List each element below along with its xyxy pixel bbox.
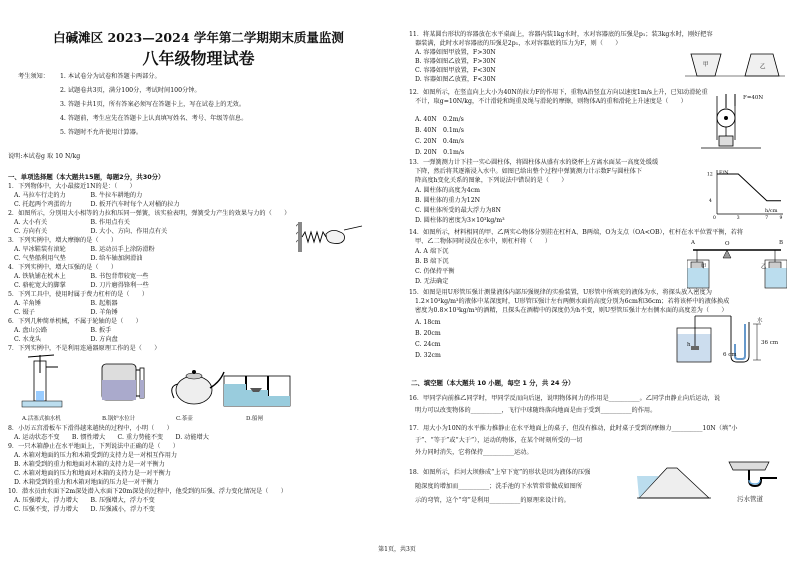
q-option: C. 水龙头 D. 方向盘 bbox=[14, 336, 118, 343]
q-option: C. 镊子 D. 羊角锤 bbox=[14, 309, 118, 316]
right-column bbox=[405, 0, 794, 561]
q-line: 1.2×10³kg/m³的液体中某深度时，U形管压强计左右两侧水面的高度分别为6cm和36cm；若将该杯中的液体换成 bbox=[415, 298, 730, 305]
container-label-jia: 甲 bbox=[703, 62, 709, 68]
graph-tick-y: 4 bbox=[709, 199, 712, 205]
spring-hand-figure bbox=[296, 220, 366, 254]
q-option: A. 圆柱体的高度为4cm bbox=[415, 187, 480, 194]
q-option: A. A 端下沉 bbox=[415, 248, 449, 255]
q-line: 于”、“等于”或“大于”），运动的物体，在某个时刻所受的一切 bbox=[415, 437, 583, 444]
q-line: 密度为0.8×10³kg/m³的酒精，且探头在酒精中的深度仍为h不变，则U型管压强计左右侧水面的高度差为（ ） bbox=[415, 307, 728, 314]
notice-item: 1. 本试卷分为试卷和答题卡两部分。 bbox=[60, 73, 161, 80]
q-option: A. 马拉车行走的力 B. 牛拉车耕地的力 bbox=[14, 192, 143, 199]
teapot-figure bbox=[166, 360, 226, 408]
q-option: B. 容器如图乙放置，F>30N bbox=[415, 58, 496, 65]
q-line: 4．下列实例中，增大压强的是（ ） bbox=[8, 264, 118, 271]
q-line: 17．用大小为10N的水平推力推静止在水平地面上的桌子，但没有推动，此时桌子受到的摩擦力__________10N（填“小 bbox=[409, 425, 738, 432]
q-line: 10．潜水员由水面下2m深处潜入水面下20m深处的过程中，他受到的压强、浮力变化情况是（ ） bbox=[8, 488, 287, 495]
fig7-caption-c: C.茶壶 bbox=[176, 416, 193, 422]
q-line: 随深度的增加而__________；洗手池的下水管常常做成如图所 bbox=[415, 483, 583, 490]
graph-y-label: F/N bbox=[719, 170, 729, 176]
q-option: D. 容器如图乙放置，F<30N bbox=[415, 76, 496, 83]
q-option: B. 木箱受到的重力和地面对木箱的支持力是一对平衡力 bbox=[14, 461, 165, 468]
q-line: 外力同时消失，它将保持__________运动。 bbox=[415, 449, 533, 456]
q-line: 8．小厉五宫滑板车下滑得越来越快的过程中，小明（ ） bbox=[8, 425, 173, 432]
q-line: 下降，然后将其逐渐浸入水中。如图已给出整个过程中弹簧测力计示数F与圆柱体下 bbox=[415, 168, 643, 175]
lever-label-o: O bbox=[725, 241, 730, 247]
q-option: C. 气垫船利用气垫 D. 给车轴加润滑油 bbox=[14, 255, 143, 262]
section2-title: 二、填空题（本大题共 10 小题，每空 1 分，共 24 分） bbox=[411, 379, 575, 387]
graph-force-line bbox=[717, 174, 781, 201]
q-line: 13．一弹簧测力计下挂一实心圆柱体，将圆柱体从盛有水的烧杯上方离水面某一高度处缓缓 bbox=[409, 159, 659, 166]
q-line: 14．如图所示，材料相同的甲、乙两实心物体分别挂在杠杆A、B两端，O为支点（OA<OB），杠杆在水平位置平衡，若将 bbox=[409, 229, 744, 236]
q-line: 15．如图是用U形管压强计测量液体内部压强规律的实验装置，U形管中所填充的液体为水，将探头放入密度为 bbox=[409, 289, 712, 296]
q-line: 示的弯管，这个“弯”是利用__________的原理来设计的。 bbox=[415, 497, 570, 504]
graph-tick-x: 0 bbox=[713, 216, 716, 220]
q-line: 2．如图所示，分别用大小相等的力拉和压同一弹簧，该实验表明，弹簧受力产生的效果与力的（ ） bbox=[8, 210, 291, 217]
graph-tick-x: 3 bbox=[736, 216, 740, 220]
pump-figure bbox=[14, 353, 84, 408]
ship-lock-figure bbox=[222, 366, 292, 408]
q-option: A. 盘山公路 B. 扳手 bbox=[14, 327, 112, 334]
q-option: A. 18cm bbox=[415, 319, 441, 326]
q-option: C. 仍保持平衡 bbox=[415, 268, 455, 275]
graph-tick-x: 7 bbox=[765, 216, 769, 220]
lever-label-a: A bbox=[691, 240, 695, 246]
q-option: A. 大小有关 B. 作用点有关 bbox=[14, 219, 130, 226]
q-option: A. 容器如图甲放置，F>30N bbox=[415, 49, 496, 56]
notice-item: 5. 答题时不允许使用计算器。 bbox=[60, 129, 143, 136]
force-label: F=40N bbox=[743, 95, 764, 101]
fig7-caption-b: B.锅炉水位计 bbox=[102, 416, 136, 422]
g-note: 说明:本试卷g 取 10 N/kg bbox=[8, 153, 81, 160]
notice-item: 4. 答题前，考生应先在答题卡上认真填写姓名、考号、年级等信息。 bbox=[60, 115, 248, 122]
graph-x-label: h/cm bbox=[765, 208, 778, 214]
graph-tick-y: 12 bbox=[707, 172, 713, 178]
q-option: C. 木箱对地面的压力和地面对木箱的支持力是一对平衡力 bbox=[14, 470, 171, 477]
graph-tick-x: 9 bbox=[779, 216, 783, 220]
sink-pipe-caption: 污水管道 bbox=[737, 495, 763, 503]
q-option: D. 无法确定 bbox=[415, 278, 449, 285]
q-line: 降高度h变化关系的图象，下列说法中错误的是（ ） bbox=[415, 177, 568, 184]
q-option: A. 旱冰鞋装有滚轮 B. 运动员手上涂防滑粉 bbox=[14, 246, 155, 253]
dam-figure bbox=[637, 462, 711, 502]
exam-subject-title: 八年级物理试卷 bbox=[142, 49, 255, 68]
q-option: C. 24cm bbox=[415, 341, 441, 348]
q-line: 明力可以改变物体的__________，飞行中球随终落向地面是由于受到__________的作用。 bbox=[415, 407, 657, 414]
q-line: 1．下列物体中，大小最接近1N的是：（ ） bbox=[8, 183, 136, 190]
lever-label-jia: 甲 bbox=[701, 264, 707, 270]
q-option: D. 32cm bbox=[415, 352, 441, 359]
q-option: C. 圆柱体所受的最大浮力为8N bbox=[415, 207, 501, 214]
notice-item: 3. 答题卡共1页，所有答案必须写在答题卡上，写在试卷上的无效。 bbox=[60, 101, 246, 108]
u-tube-label-36: 36 cm bbox=[761, 340, 779, 346]
q-option: B. B 端下沉 bbox=[415, 258, 449, 265]
sink-pipe-figure bbox=[725, 456, 785, 492]
notice-item: 2. 试题卷共3页，满分100分，考试时间100分钟。 bbox=[60, 87, 201, 94]
exam-region-title: 白碱滩区 2023—2024 学年第二学期期末质量监测 bbox=[53, 30, 344, 45]
q-line: 6．下列几种简单机械，不属于轮轴的是（ ） bbox=[8, 318, 142, 325]
q-line: 器装满，此时水对容器底的压强是2p₁，水对容器底的压力为F，则（ ） bbox=[415, 40, 622, 47]
q-option: A. 压强增大，浮力增大 B. 压强增大，浮力不变 bbox=[14, 497, 155, 504]
q-line: 甲、乙二物体同时浸没在水中，则杠杆将（ ） bbox=[415, 238, 552, 245]
page-footer: 第1页，共3页 bbox=[378, 546, 416, 553]
q-option: A. 木箱对地面的压力和木箱受到的支持力是一对相互作用力 bbox=[14, 452, 178, 459]
pulley-figure bbox=[701, 94, 764, 150]
q-line: 18．如图所示，拦河大坝修成“上窄下宽”的形状是因为液体的压强 bbox=[409, 469, 591, 476]
q-option: A. 运动状态不变 B. 惯性增大 C. 重力势能不变 D. 动能增大 bbox=[14, 434, 209, 441]
q-option: C. 骆驼宽大的脚掌 D. 刀片磨得锋利一些 bbox=[14, 282, 149, 289]
q-option: C. 托起两个鸡蛋的力 D. 扳开汽车时每个人对桶的拉力 bbox=[14, 201, 180, 208]
q-line: 3．下列实例中，增大摩擦的是（ ） bbox=[8, 237, 118, 244]
q-line: 不计，取g=10N/kg，不计滑轮和绳重及绳与滑轮的摩擦，则物体A的重和滑轮上升速度是（ ） bbox=[415, 98, 687, 105]
q-line: 12．如图所示，在竖直向上大小为40N的拉力F的作用下，重物A沿竖直方向以速度1m/s上升，已知动滑轮重 bbox=[409, 89, 708, 96]
fig7-caption-a: A.活塞式抽水机 bbox=[22, 416, 61, 422]
q-option: C. 压强不变，浮力增大 D. 压强减小，浮力不变 bbox=[14, 506, 155, 513]
q-option: A. 40N 0.2m/s bbox=[415, 116, 464, 123]
u-tube-label-water: 水 bbox=[757, 318, 763, 324]
q-option: C. 容器如图甲放置，F<30N bbox=[415, 67, 496, 74]
fig7-caption-d: D.船闸 bbox=[246, 416, 263, 422]
q-line: 16．甲同学向前推乙同学时，甲同学反而向后退，说明物体间力的作用是__________。乙同学由静止向后运动，说 bbox=[409, 395, 721, 402]
boiler-gauge-figure bbox=[96, 358, 156, 408]
q-option: B. 40N 0.1m/s bbox=[415, 127, 464, 134]
lever-label-b: B bbox=[779, 240, 784, 246]
force-depth-graph bbox=[705, 168, 785, 220]
q-option: D. 圆柱体的密度为3×10³kg/m³ bbox=[415, 217, 505, 224]
q-line: 11．将某圆台形状的容器放在水平桌面上，容器内装1kg水时，水对容器底的压强是p₁；装3kg水时，刚好把容 bbox=[409, 31, 713, 38]
u-tube-label-h: h bbox=[687, 342, 691, 348]
u-tube-label-6: 6 cm bbox=[723, 352, 737, 358]
q-option: A. 铁轨铺在枕木上 B. 书包背带较宽一些 bbox=[14, 273, 149, 280]
frustum-containers-figure bbox=[685, 50, 785, 80]
notice-label: 考生须知： bbox=[18, 73, 49, 80]
q-option: D. 木箱受到的重力和木箱对地面的压力是一对平衡力 bbox=[14, 479, 159, 486]
q-line: 5．下列工具中，使用时属于费力杠杆的是（ ） bbox=[8, 291, 149, 298]
q-option: A. 羊角锤 B. 起瓶器 bbox=[14, 300, 118, 307]
q-option: C. 20N 0.4m/s bbox=[415, 138, 464, 145]
lever-label-yi: 乙 bbox=[761, 264, 767, 270]
section1-title: 一、单项选择题（本大题共15题，每题2分，共30分） bbox=[8, 173, 165, 181]
q-option: C. 方向有关 D. 大小、方向、作用点有关 bbox=[14, 228, 168, 235]
q-option: B. 圆柱体的重力为12N bbox=[415, 197, 481, 204]
q-option: D. 20N 0.1m/s bbox=[415, 149, 465, 156]
q-line: 7．下列实例中，不是利用连通器原理工作的是（ ） bbox=[8, 345, 161, 352]
q-line: 9．一只木箱静止在水平地面上，下列说法中正确的是（ ） bbox=[8, 443, 179, 450]
container-label-yi: 乙 bbox=[760, 64, 766, 70]
q-option: B. 20cm bbox=[415, 330, 441, 337]
